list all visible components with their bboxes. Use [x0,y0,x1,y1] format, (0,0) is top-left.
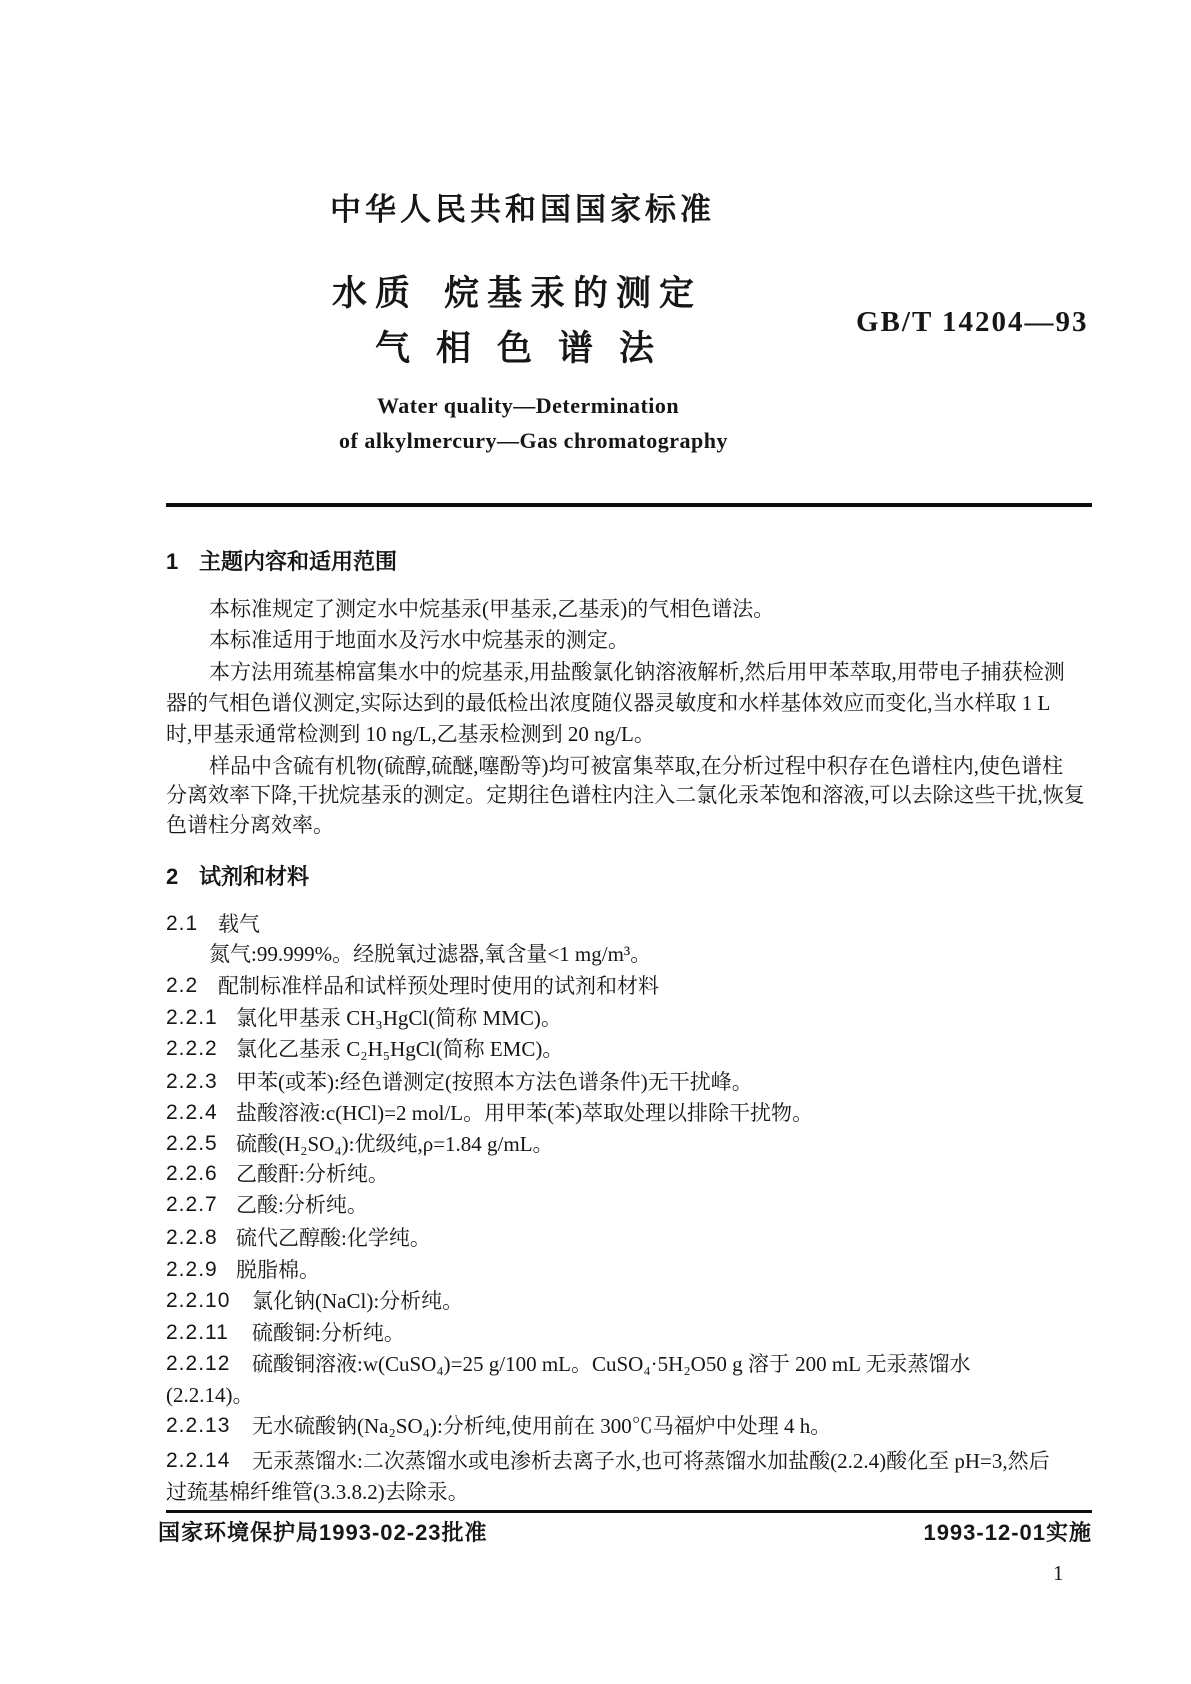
item-text: 氯化钠(NaCl):分析纯。 [252,1289,464,1313]
title-line1 [332,272,702,316]
paragraph-line: 分离效率下降,干扰烷基汞的测定。定期往色谱柱内注入二氯化汞苯饱和溶液,可以去除这些干扰,恢复 [166,783,1085,807]
list-item [166,1036,563,1062]
list-item [166,1288,463,1314]
item-number: 2.2.10 [166,1289,231,1312]
footer [158,1519,1092,1547]
list-item [166,911,260,937]
item-number: 2.2.7 [166,1193,218,1216]
list-item-continuation: 过巯基棉纤维管(3.3.8.2)去除汞。 [166,1480,469,1504]
item-text: 氯化甲基汞 CH₃HgCl(简称 MMC)。 [236,1006,562,1030]
item-text: 配制标准样品和试样预处理时使用的试剂和材料 [218,974,659,998]
item-number: 2.2.2 [166,1037,218,1060]
section-1-number: 1 [166,549,179,574]
item-number: 2.2.14 [166,1449,231,1472]
list-item [166,1320,405,1346]
header-divider [166,503,1092,507]
list-item-continuation: (2.2.14)。 [166,1383,254,1407]
item-text: 硫酸(H₂SO₄):优级纯,ρ=1.84 g/mL。 [236,1132,554,1156]
list-item [166,1069,753,1095]
title-part1: 水质 [332,274,419,313]
item-number: 2.2.6 [166,1162,218,1185]
standard-number: GB/T 14204—93 [856,306,1089,338]
title-line2: 气相色谱法 [375,329,681,368]
item-text: 无汞蒸馏水:二次蒸馏水或电渗析去离子水,也可将蒸馏水加盐酸(2.2.4)酸化至 pH=3,然后 [252,1449,1050,1473]
item-number: 2.2.5 [166,1132,218,1155]
paragraph-line: 本标准适用于地面水及污水中烷基汞的测定。 [209,628,629,652]
section-1-heading [166,548,397,576]
item-number: 2.2.8 [166,1226,218,1249]
implementation-date: 1993-12-01实施 [923,1520,1092,1545]
page-number: 1 [1053,1561,1064,1585]
item-text: 盐酸溶液:c(HCl)=2 mol/L。用甲苯(苯)萃取处理以排除干扰物。 [236,1101,814,1125]
section-2-heading [166,863,309,891]
list-item [166,1257,320,1283]
item-number: 2.2.9 [166,1258,218,1281]
paragraph-line: 器的气相色谱仪测定,实际达到的最低检出浓度随仪器灵敏度和水样基体效应而变化,当水样取 1 L [166,691,1051,715]
item-text: 乙酸:分析纯。 [236,1193,368,1217]
footer-divider [166,1510,1092,1513]
paragraph-line: 时,甲基汞通常检测到 10 ng/L,乙基汞检测到 20 ng/L。 [166,722,655,746]
list-item [166,1192,368,1218]
item-text: 甲苯(或苯):经色谱测定(按照本方法色谱条件)无干扰峰。 [236,1070,753,1094]
list-item [166,1005,562,1031]
paragraph-line: 样品中含硫有机物(硫醇,硫醚,噻酚等)均可被富集萃取,在分析过程中积存在色谱柱内,使色谱柱 [209,754,1063,778]
item-text: 载气 [218,912,260,936]
english-title-line1: Water quality—Determination [377,393,680,418]
item-number: 2.2.4 [166,1101,218,1124]
section-2-title: 试剂和材料 [199,864,310,889]
section-2-number: 2 [166,864,179,889]
item-text: 乙酸酐:分析纯。 [236,1162,389,1186]
item-text: 硫酸铜溶液:w(CuSO₄)=25 g/100 mL。CuSO₄·5H₂O50 g 溶于 200 mL 无汞蒸馏水 [252,1352,971,1376]
approval-date: 国家环境保护局1993-02-23批准 [158,1520,488,1545]
list-item-body: 氮气:99.999%。经脱氧过滤器,氧含量<1 mg/m³。 [209,942,652,966]
paragraph-line: 本方法用巯基棉富集水中的烷基汞,用盐酸氯化钠溶液解析,然后用甲苯萃取,用带电子捕获检测 [209,660,1065,684]
list-item [166,1100,813,1126]
item-text: 硫代乙醇酸:化学纯。 [236,1226,431,1250]
list-item [166,1161,389,1187]
list-item [166,1225,431,1251]
item-text: 无水硫酸钠(Na₂SO₄):分析纯,使用前在 300℃马福炉中处理 4 h。 [252,1414,832,1438]
paragraph-line: 本标准规定了测定水中烷基汞(甲基汞,乙基汞)的气相色谱法。 [209,597,775,621]
item-text: 硫酸铜:分析纯。 [252,1321,405,1345]
item-text: 脱脂棉。 [236,1258,320,1282]
english-title-line2: of alkylmercury—Gas chromatography [339,428,728,453]
list-item [166,1351,970,1377]
paragraph-line: 色谱柱分离效率。 [166,813,334,837]
item-number: 2.1 [166,912,199,935]
item-number: 2.2.12 [166,1352,231,1375]
item-number: 2.2.13 [166,1414,231,1437]
list-item [166,1448,1050,1474]
item-number: 2.2.1 [166,1006,218,1029]
item-number: 2.2.3 [166,1070,218,1093]
list-item [166,973,659,999]
item-number: 2.2 [166,974,199,997]
standard-org-heading: 中华人民共和国国家标准 [330,192,715,227]
section-1-title: 主题内容和适用范围 [199,549,398,574]
title-part2: 烷基汞的测定 [444,274,703,313]
list-item [166,1131,554,1157]
item-text: 氯化乙基汞 C₂H₅HgCl(简称 EMC)。 [236,1037,564,1061]
list-item [166,1413,831,1439]
item-number: 2.2.11 [166,1321,229,1344]
